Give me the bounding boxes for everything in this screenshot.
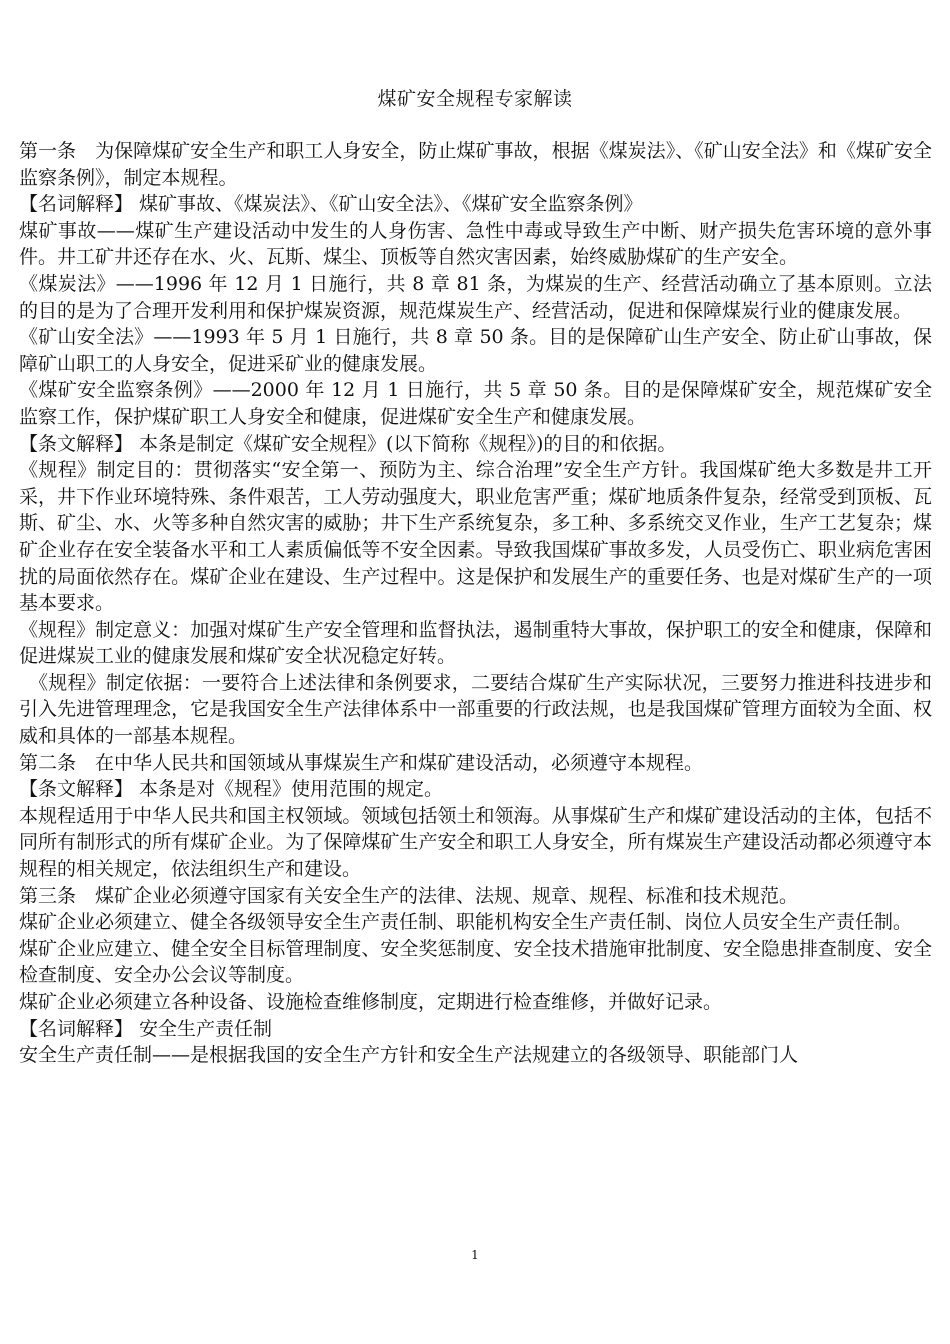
paragraph: 煤矿企业应建立、健全安全目标管理制度、安全奖惩制度、安全技术措施审批制度、安全隐患排查制度、安全检查制度、安全办公会议等制度。 — [19, 937, 932, 987]
paragraph: 第一条 为保障煤矿安全生产和职工人身安全，防止煤矿事故，根据《煤炭法》、《矿山安全法》和《煤矿安全监察条例》，制定本规程。 — [19, 140, 932, 189]
paragraph: 《矿山安全法》——1993 年 5 月 1 日施行，共 8 章 50 条。目的是保障矿山生产安全、防止矿山事故，保障矿山职工的人身安全，促进采矿业的健康发展。 — [19, 326, 932, 375]
paragraph: 本规程适用于中华人民共和国主权领域。领域包括领土和领海。从事煤矿生产和煤矿建设活动的主体，包括不同所有制形式的所有煤矿企业。为了保障煤矿生产安全和职工人身安全，所有煤炭生产建设活动都必须遵守本规程的相关规定，依法组织生产和建设。 — [19, 804, 932, 881]
paragraph: 第三条 煤矿企业必须遵守国家有关安全生产的法律、法规、规章、规程、标准和技术规范。 — [19, 884, 799, 907]
document-title: 煤矿安全规程专家解读 — [377, 88, 573, 110]
paragraph: 【名词解释】 煤矿事故、《煤炭法》、《矿山安全法》、《煤矿安全监察条例》 — [19, 193, 643, 216]
paragraph: 【条文解释】 本条是对《规程》使用范围的规定。 — [19, 778, 444, 801]
paragraph: 《煤矿安全监察条例》——2000 年 12 月 1 日施行，共 5 章 50 条。目的是保障煤矿安全，规范煤矿安全监察工作，保护煤矿职工人身安全和健康，促进煤矿安全生产和健康发展。 — [19, 379, 932, 428]
paragraph: 安全生产责任制——是根据我国的安全生产方针和安全生产法规建立的各级领导、职能部门人 — [19, 1044, 799, 1067]
paragraph: 《规程》制定目的：贯彻落实“安全第一、预防为主、综合治理”安全生产方针。我国煤矿绝大多数是井工开采，井下作业环境特殊、条件艰苦，工人劳动强度大，职业危害严重；煤矿地质条件复杂，经常受到顶板、瓦斯、矿尘、水、火等多种自然灾害的威胁；井下生产系统复杂，多工种、多系统交叉作业，生产工艺复杂；煤矿企业存在安全装备水平和工人素质偏低等不安全因素。导致我国煤矿事故多发，人员受伤亡、职业病危害困扰的局面依然存在。煤矿企业在建设、生产过程中。这是保护和发展生产的重要任务、也是对煤矿生产的一项基本要求。 — [19, 459, 932, 615]
paragraph: 《规程》制定意义：加强对煤矿生产安全管理和监督执法，遏制重特大事故，保护职工的安全和健康，保障和促进煤炭工业的健康发展和煤矿安全状况稳定好转。 — [19, 618, 932, 668]
paragraph: 【条文解释】 本条是制定《煤矿安全规程》(以下简称《规程》)的目的和依据。 — [19, 432, 677, 455]
paragraph: 《煤炭法》——1996 年 12 月 1 日施行，共 8 章 81 条，为煤炭的生产、经营活动确立了基本原则。立法的目的是为了合理开发利用和保护煤炭资源，规范煤炭生产、经营活动，促进和保障煤炭行业的健康发展。 — [19, 272, 932, 322]
paragraph: 《规程》制定依据：一要符合上述法律和条例要求，二要结合煤矿生产实际状况，三要努力推进科技进步和引入先进管理理念，它是我国安全生产法律体系中一部重要的行政法规，也是我国煤矿管理方面较为全面、权威和具体的一部基本规程。 — [19, 671, 932, 748]
document-body — [19, 138, 932, 1069]
paragraph: 煤矿事故——煤矿生产建设活动中发生的人身伤害、急性中毒或导致生产中断、财产损失危害环境的意外事件。井工矿井还存在水、火、瓦斯、煤尘、顶板等自然灾害因素，始终威胁煤矿的生产安全。 — [19, 219, 932, 269]
paragraph: 煤矿企业必须建立、健全各级领导安全生产责任制、职能机构安全生产责任制、岗位人员安全生产责任制。 — [19, 911, 913, 934]
paragraph: 第二条 在中华人民共和国领域从事煤炭生产和煤矿建设活动，必须遵守本规程。 — [19, 751, 704, 774]
paragraph: 【名词解释】 安全生产责任制 — [19, 1017, 273, 1040]
paragraph: 煤矿企业必须建立各种设备、设施检查维修制度，定期进行检查维修，并做好记录。 — [19, 991, 723, 1013]
page-number: 1 — [471, 1248, 479, 1262]
